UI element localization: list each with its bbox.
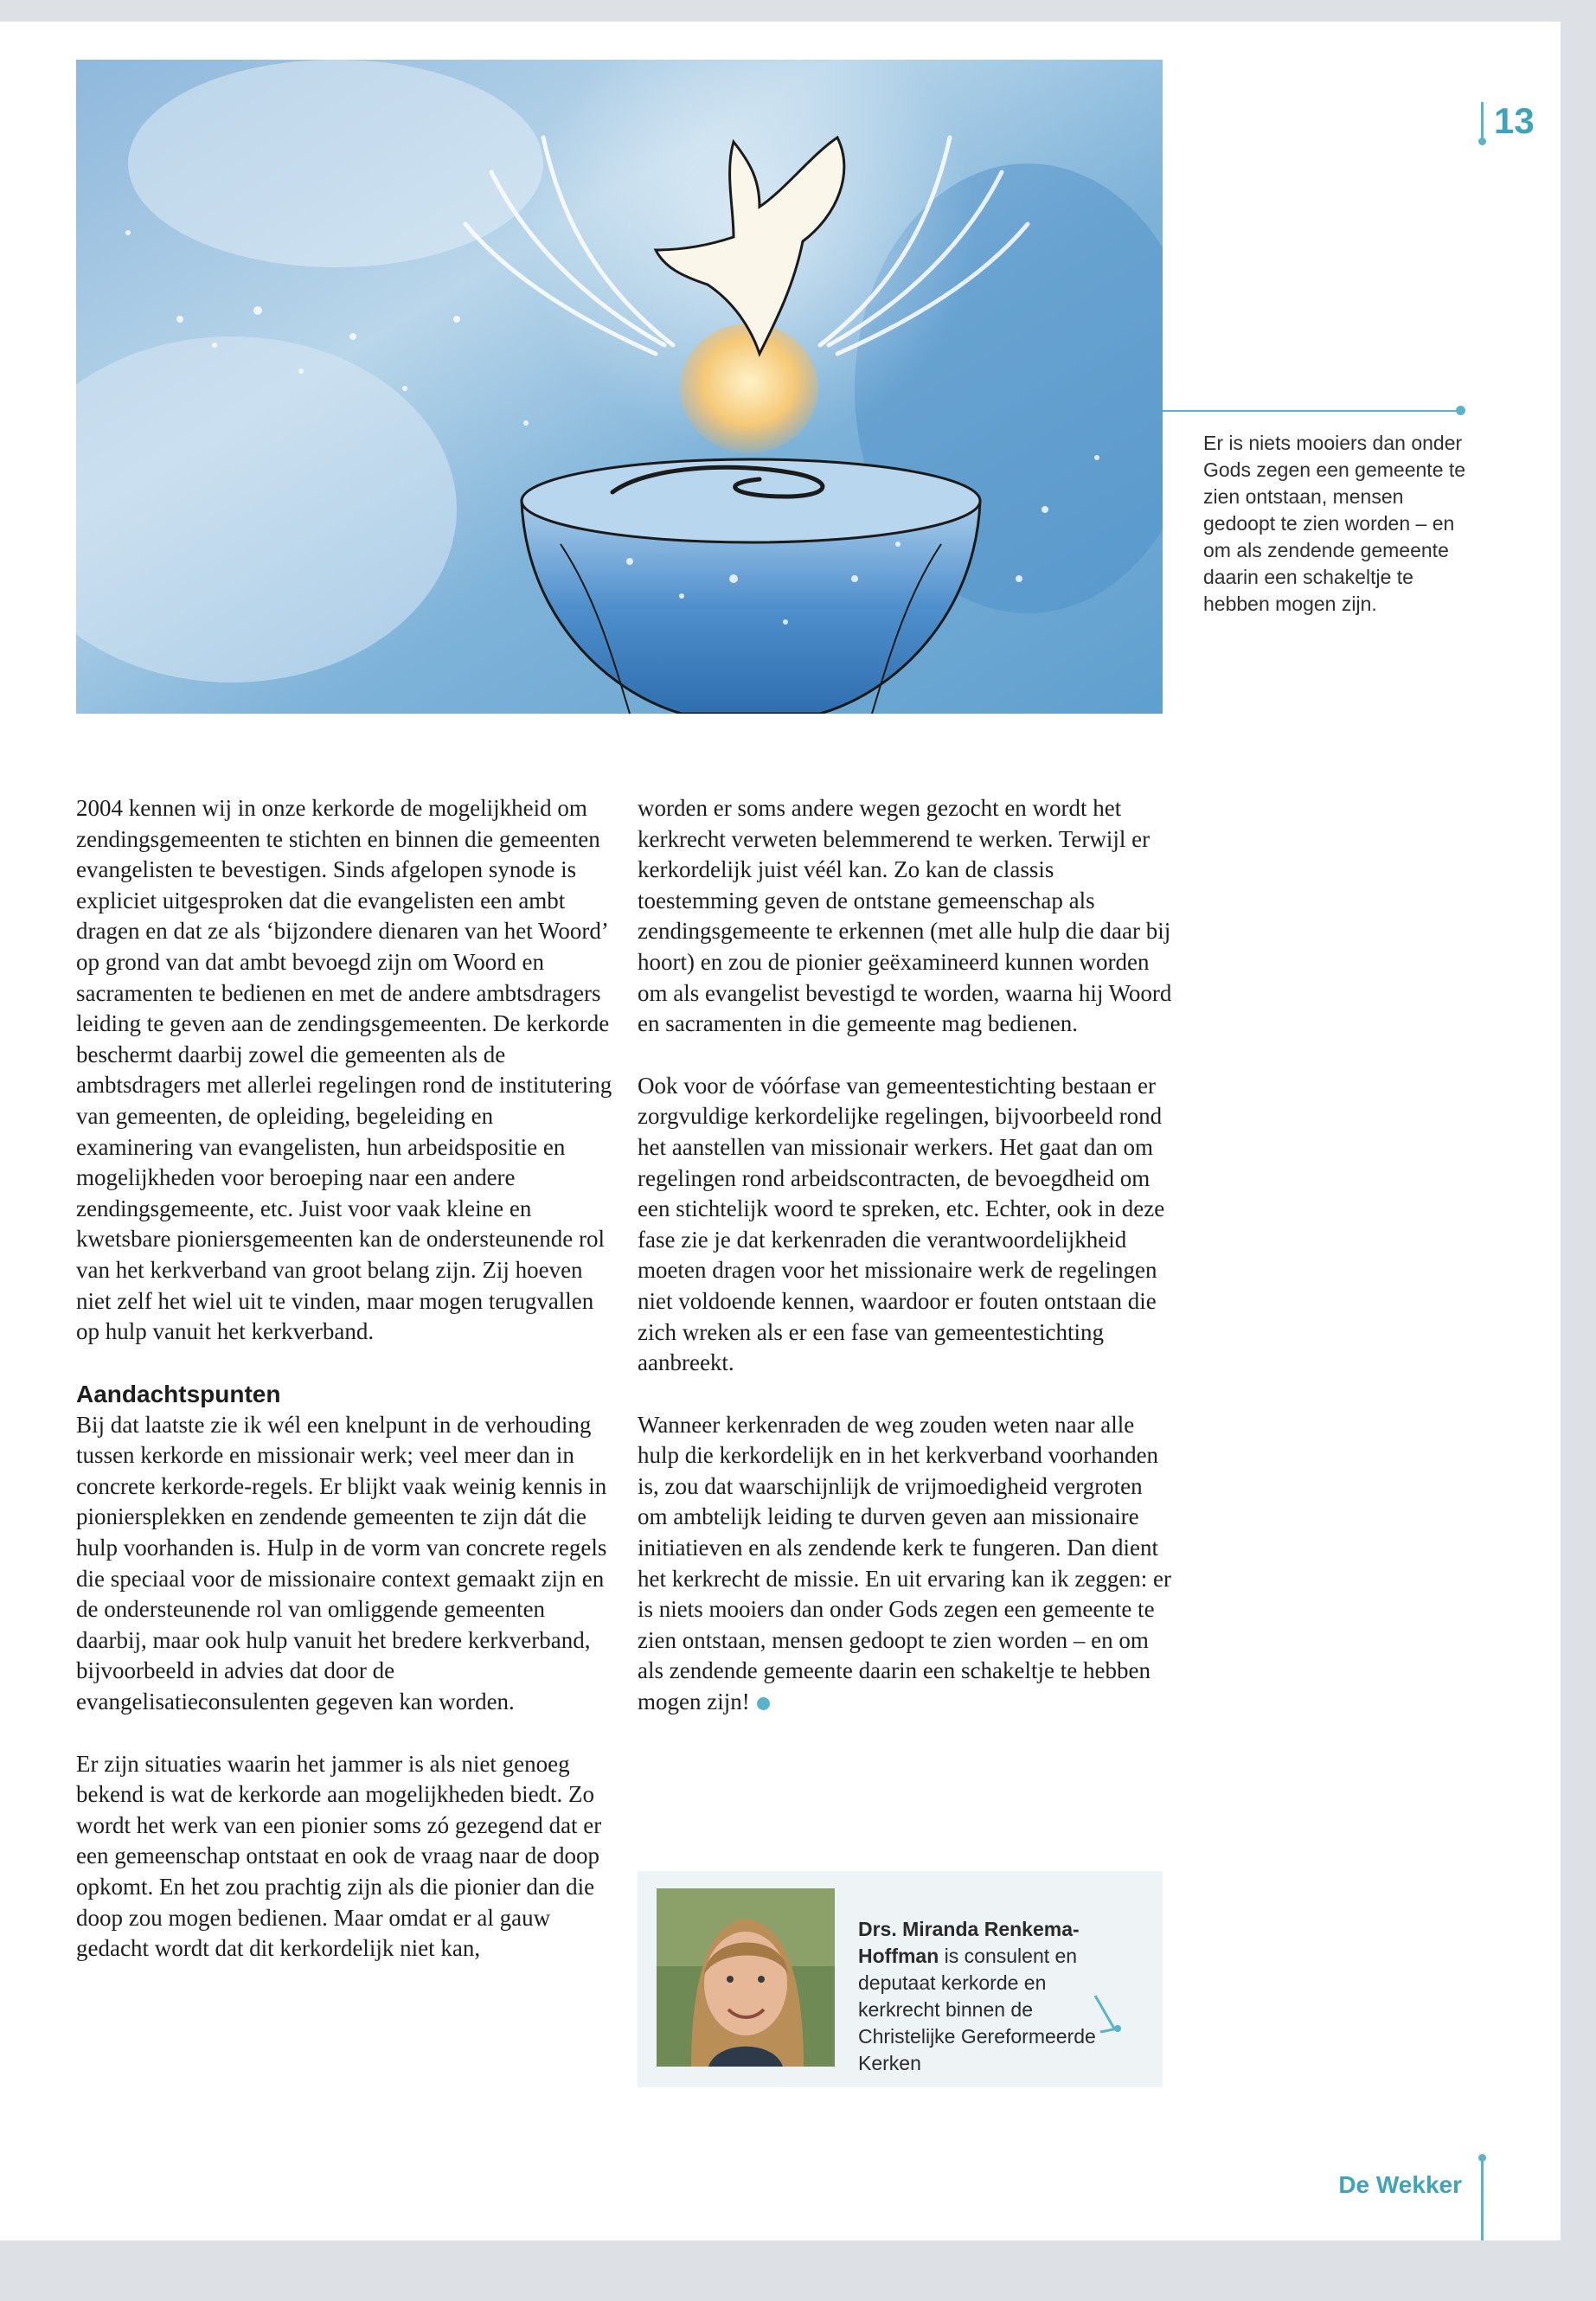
hero-illustration — [76, 60, 1163, 714]
page-number-marker — [1481, 101, 1535, 141]
footer-rule — [1481, 2158, 1484, 2240]
paragraph: Bij dat laatste zie ik wél een knelpunt in de verhouding tussen kerkorde en missionair werk; veel meer dan in concrete kerkorde-regels. Er blijkt vaak weinig kennis in pioniersplekken en zendende gemeenten te zijn dát die hulp voorhanden is. Hulp in de vorm van concrete regels die speciaal voor de missionaire context gemaakt zijn en de ondersteunende rol van omliggende gemeenten daarbij, maar ook hulp vanuit het bredere kerkverband, bijvoorbeeld in advies dat door de evangelisatieconsulenten gegeven kan worden. — [76, 1411, 607, 1715]
decorative-pen-stroke — [1092, 1994, 1126, 2037]
author-bio — [858, 1916, 1126, 2077]
end-of-article-dot — [757, 1697, 770, 1710]
author-box — [638, 1871, 1163, 2087]
author-description: is consulent en deputaat kerkorde en kerkrecht binnen de Christelijke Gereformeerde Kerken — [858, 1945, 1096, 2074]
image-caption: Er is niets mooiers dan onder Gods zegen een gemeente te zien ontstaan, mensen gedoopt te zien worden – en om als zendende gemeente daarin een schakeltje te hebben mogen zijn. — [1203, 432, 1466, 615]
article-column-left — [76, 793, 612, 1965]
magazine-page — [0, 22, 1561, 2240]
baptismal-font-illustration — [76, 60, 1163, 714]
author-name: Drs. Miranda Renkema-Hoffman — [858, 1918, 1080, 1967]
paragraph: Ook voor de vóórfase van gemeentestichting bestaan er zorgvuldige kerkordelijke regelingen, bijvoorbeeld rond het aanstellen van missionair werkers. Het gaat dan om regelingen rond arbeidscontracten, de bevoegdheid om een stichtelijk woord te spreken, etc. Echter, ook in deze fase zie je dat kerkenraden die verantwoordelijkheid moeten dragen voor het missionaire werk de regelingen niet voldoende kennen, waardoor er fouten ontstaan die zich wreken als er een fase van gemeentestichting aanbreekt. — [638, 1072, 1165, 1376]
author-portrait — [657, 1888, 835, 2067]
paragraph: 2004 kennen wij in onze kerkorde de mogelijkheid om zendingsgemeenten te stichten en binnen die gemeenten evangelisten te bevestigen. Sinds afgelopen synode is expliciet uitgesproken dat die evangelisten een ambt dragen en dat ze als ‘bijzondere dienaren van het Woord’ op grond van dat ambt bevoegd zijn om Woord en sacramenten te bedienen en met de andere ambtsdragers leiding te geven aan de zendingsgemeenten. De kerkorde beschermt daarbij zowel die gemeenten als de ambtsdragers met allerlei regelingen rond de institutering van gemeenten, de opleiding, begeleiding en examinering van evangelisten, hun arbeidspositie en mogelijkheden voor beroeping naar een andere zendingsgemeente, etc. Juist voor vaak kleine en kwetsbare pioniersgemeenten kan de ondersteunende rol van het kerkverband van groot belang zijn. Zij hoeven niet zelf het wiel uit te vinden, maar mogen terugvallen op hulp vanuit het kerkverband. — [76, 795, 612, 1345]
paragraph-final — [638, 1410, 1174, 1718]
magazine-name: De Wekker — [1338, 2171, 1462, 2198]
caption-pointer-line — [1163, 410, 1458, 412]
paragraph: worden er soms andere wegen gezocht en wordt het kerkrecht verweten belemmerend te werken. Terwijl er kerkordelijk juist véél kan. Zo kan de classis toestemming geven de ontstane gemeenschap als zendingsgemeente te erkennen (met alle hulp die daar bij hoort) en zou de pionier geëxamineerd kunnen worden om als evangelist bevestigd te worden, waarna hij Woord en sacramenten in die gemeente mag bedienen. — [638, 795, 1172, 1037]
article-column-right — [638, 793, 1174, 1718]
paragraph: Er zijn situaties waarin het jammer is als niet genoeg bekend is wat de kerkorde aan mogelijkheden biedt. Zo wordt het werk van een pionier soms zó gezegend dat er een gemeenschap ontstaat en ook de vraag naar de doop opkomt. En het zou prachtig zijn als die pionier dan die doop zou mogen bedienen. Maar omdat er al gauw gedacht wordt dat dit kerkordelijk niet kan, — [76, 1750, 602, 1962]
section-heading: Aandachtspunten — [76, 1380, 281, 1407]
paragraph-text: Wanneer kerkenraden de weg zouden weten naar alle hulp die kerkordelijk en in het kerkverband voorhanden is, zou dat waarschijnlijk de vrijmoedigheid vergroten om ambtelijk leiding te durven geven aan missionaire initiatieven en als zendende kerk te fungeren. Dan dient het kerkrecht de missie. En uit ervaring kan ik zeggen: er is niets mooiers dan onder Gods zegen een gemeente te zien ontstaan, mensen gedoopt te zien worden – en om als zendende gemeente daarin een schakeltje te hebben mogen zijn! — [638, 1411, 1172, 1715]
author-photo — [657, 1888, 835, 2067]
page-number: 13 — [1494, 100, 1535, 141]
caption-pointer-dot — [1456, 406, 1465, 415]
page-number-rule — [1481, 102, 1484, 140]
